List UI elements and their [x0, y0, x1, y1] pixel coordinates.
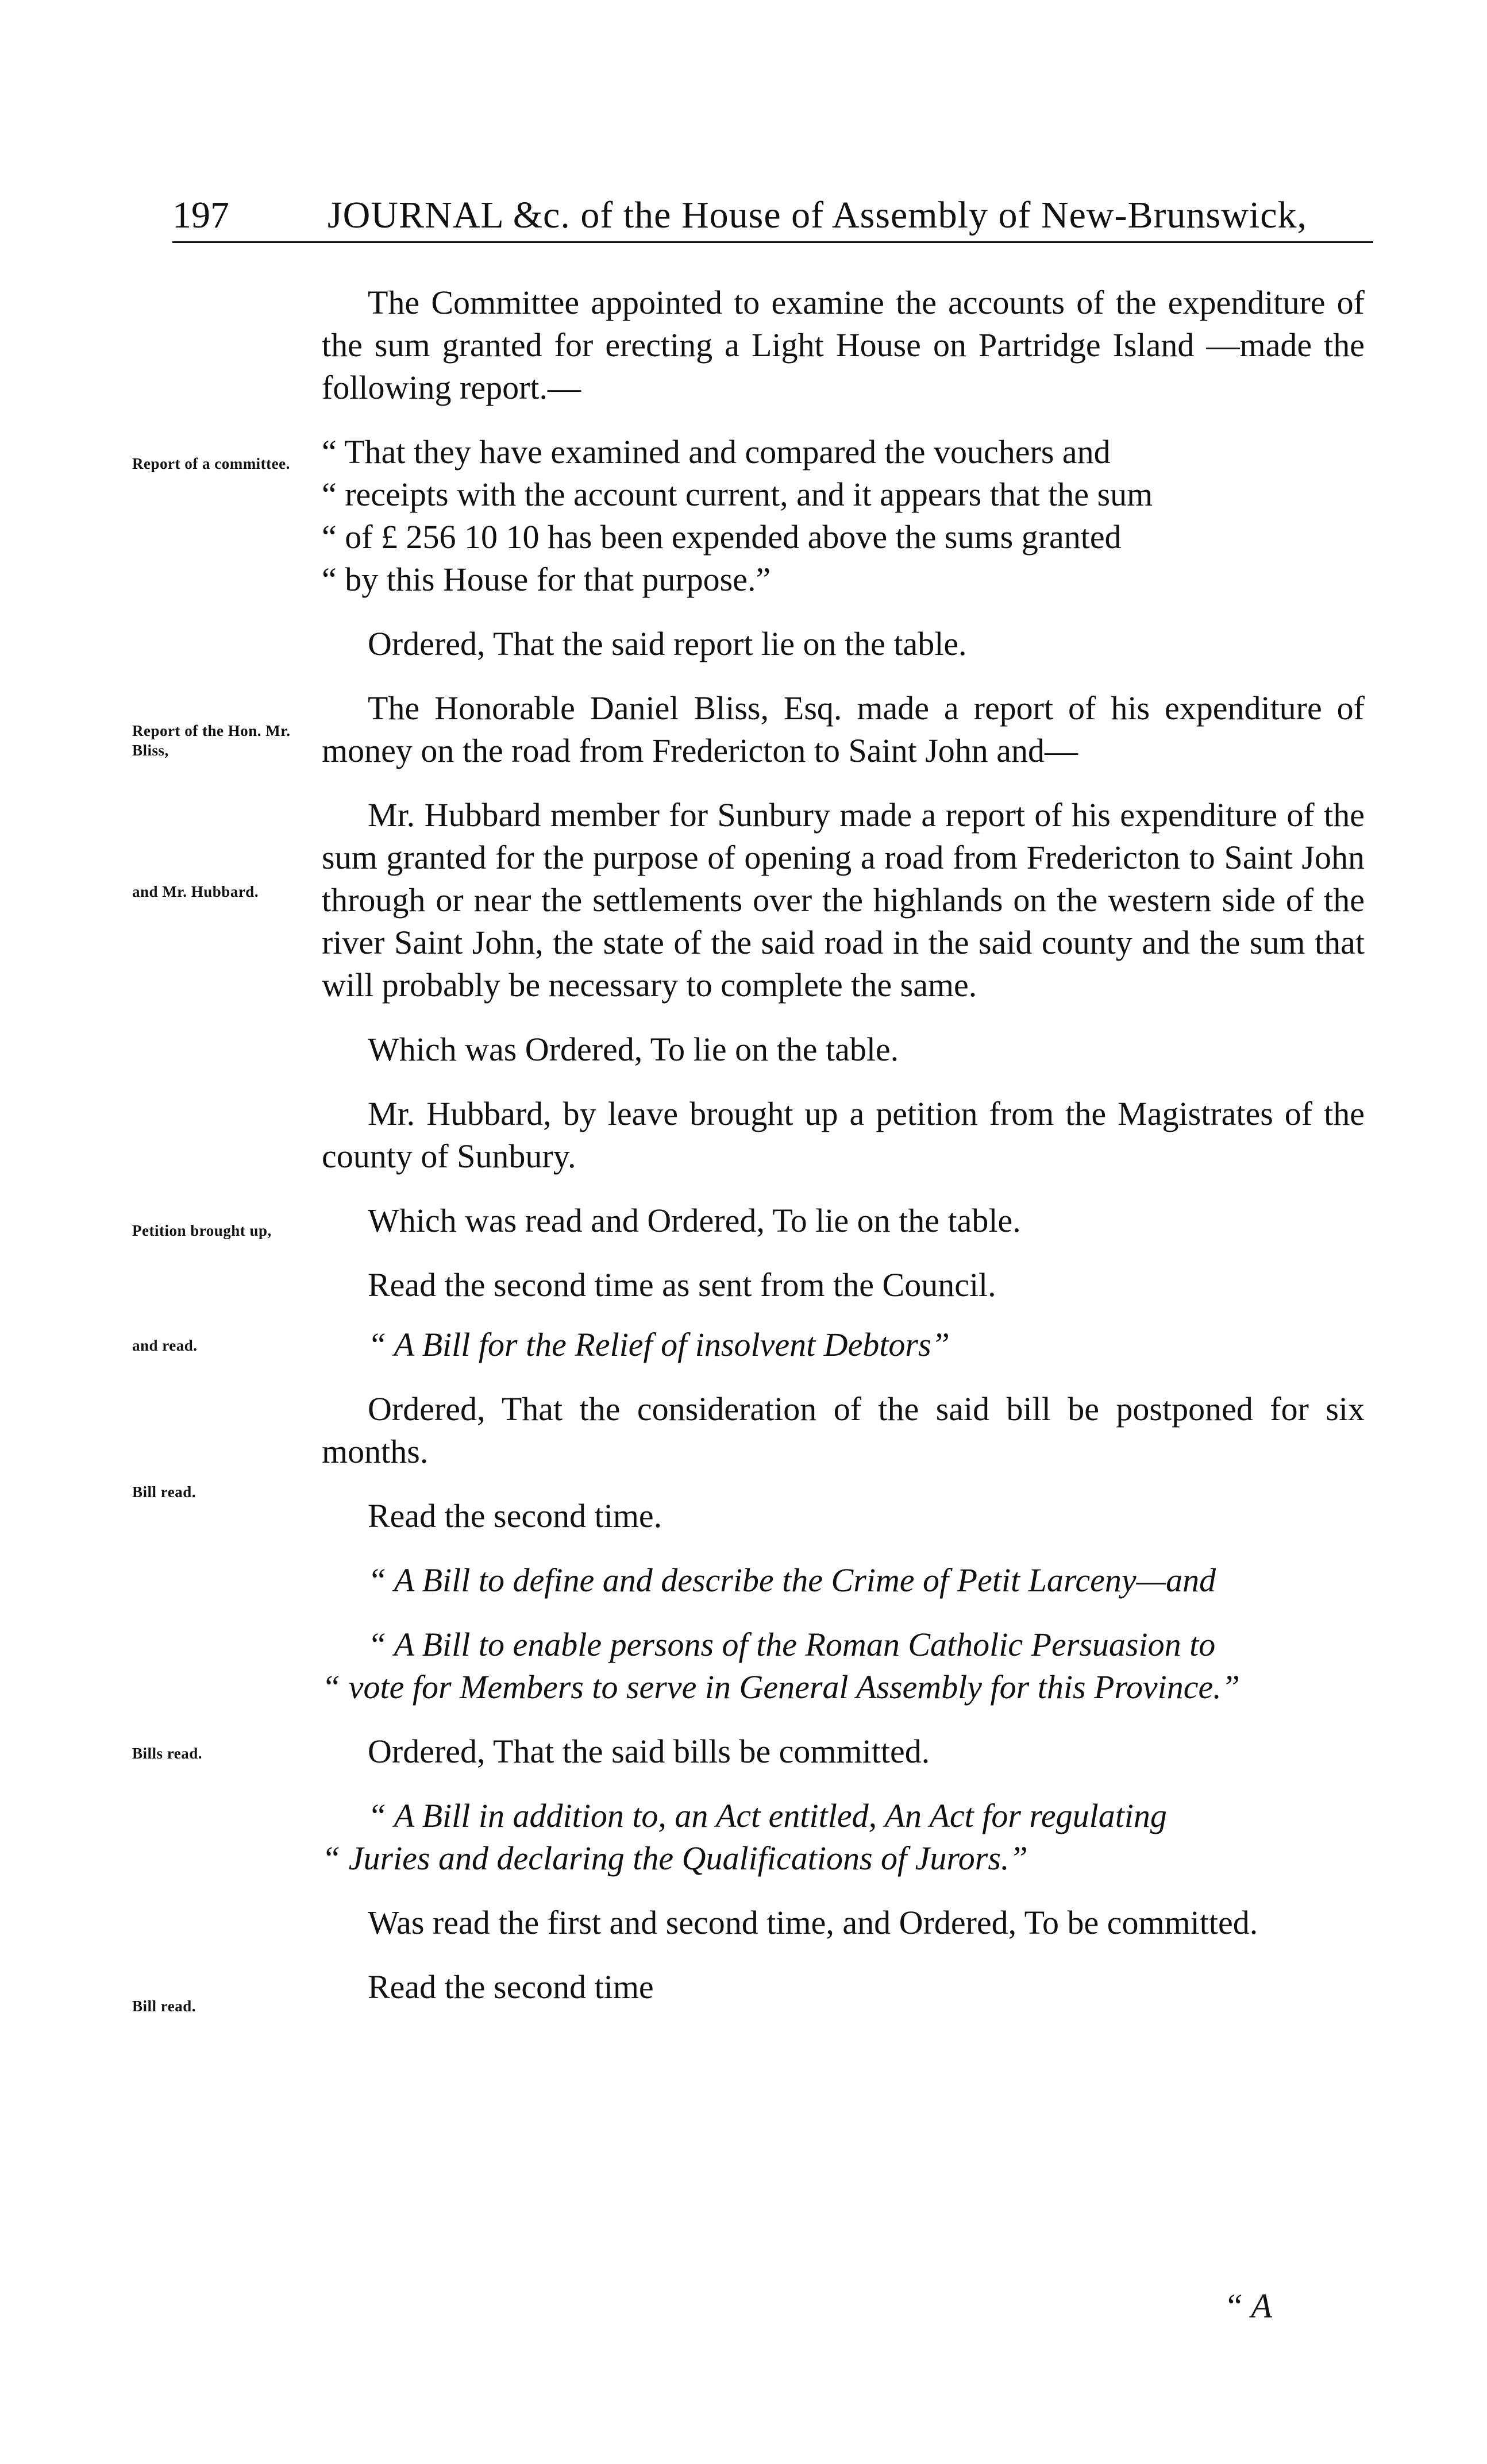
- margin-note-and-read: and read.: [132, 1337, 198, 1354]
- paragraph-ordered-report: Ordered, That the said report lie on the table.: [368, 625, 967, 662]
- paragraph-bliss: The Honorable Daniel Bliss, Esq. made a report of his expenditure of money on the road from Fredericton to Saint John and—: [322, 689, 1365, 769]
- margin-note-bill-read-2: Bill read.: [132, 1998, 197, 2015]
- running-title: JOURNAL &c. of the House of Assembly of New-Brunswick,: [328, 194, 1307, 236]
- paragraph-read-second-2: Read the second time: [368, 1968, 654, 2006]
- journal-text: [322, 282, 1365, 2030]
- paragraph-read-second-council: Read the second time as sent from the Council.: [368, 1266, 996, 1304]
- bill-juries: “ A Bill in addition to, an Act entitled, An Act for regulating “ Juries and declaring the Qualifications of Jurors.”: [322, 1797, 1167, 1877]
- paragraph-postponed: Ordered, That the consideration of the said bill be postponed for six months.: [322, 1390, 1365, 1470]
- catchword: “ A: [1224, 2287, 1272, 2325]
- margin-note-petition: Petition brought up,: [132, 1222, 272, 1239]
- paragraph-hubbard: Mr. Hubbard member for Sunbury made a report of his expenditure of the sum granted for the purpose of opening a road from Fredericton to Saint John through or near the settlements over the highlands on the western side of the river Saint John, the state of the said road in the said county and the sum that will probably be necessary to complete the same.: [322, 796, 1365, 1004]
- bill-roman-catholic: “ A Bill to enable persons of the Roman Catholic Persuasion to “ vote for Members to serve in General Assembly for this Province.”: [322, 1626, 1240, 1706]
- header-rule: [172, 241, 1373, 243]
- bill-insolvent-debtors: “ A Bill for the Relief of insolvent Debtors”: [368, 1326, 950, 1363]
- paragraph-report-quote: “ That they have examined and compared the vouchers and “ receipts with the account current, and it appears that the sum “ of £ 256 10 10 has been expended above the sums granted “ by this House for that purpose.”: [322, 433, 1153, 598]
- margin-note-hubbard: and Mr. Hubbard.: [132, 883, 259, 900]
- page-number: 197: [172, 194, 229, 236]
- bill-petit-larceny: “ A Bill to define and describe the Crime of Petit Larceny—and: [368, 1561, 1216, 1599]
- paragraph-lie-on-table-1: Which was Ordered, To lie on the table.: [368, 1031, 899, 1068]
- margin-note-report-bliss: Report of the Hon. Mr. Bliss,: [132, 722, 291, 759]
- margin-note-bills-read: Bills read.: [132, 1745, 203, 1762]
- paragraph-committed: Ordered, That the said bills be committed.: [368, 1733, 930, 1770]
- paragraph-lie-on-table-2: Which was read and Ordered, To lie on the table.: [368, 1202, 1021, 1239]
- paragraph-read-second-1: Read the second time.: [368, 1497, 662, 1534]
- paragraph-petition: Mr. Hubbard, by leave brought up a petition from the Magistrates of the county of Sunbury.: [322, 1095, 1365, 1175]
- page-header: [172, 190, 1373, 241]
- paragraph-first-second-time: Was read the first and second time, and Ordered, To be committed.: [368, 1904, 1258, 1941]
- margin-note-bill-read-1: Bill read.: [132, 1483, 197, 1501]
- paragraph-committee: The Committee appointed to examine the accounts of the expenditure of the sum granted for erecting a Light House on Partridge Island —made the following report.—: [322, 284, 1365, 406]
- margin-note-report-committee: Report of a committee.: [132, 455, 290, 472]
